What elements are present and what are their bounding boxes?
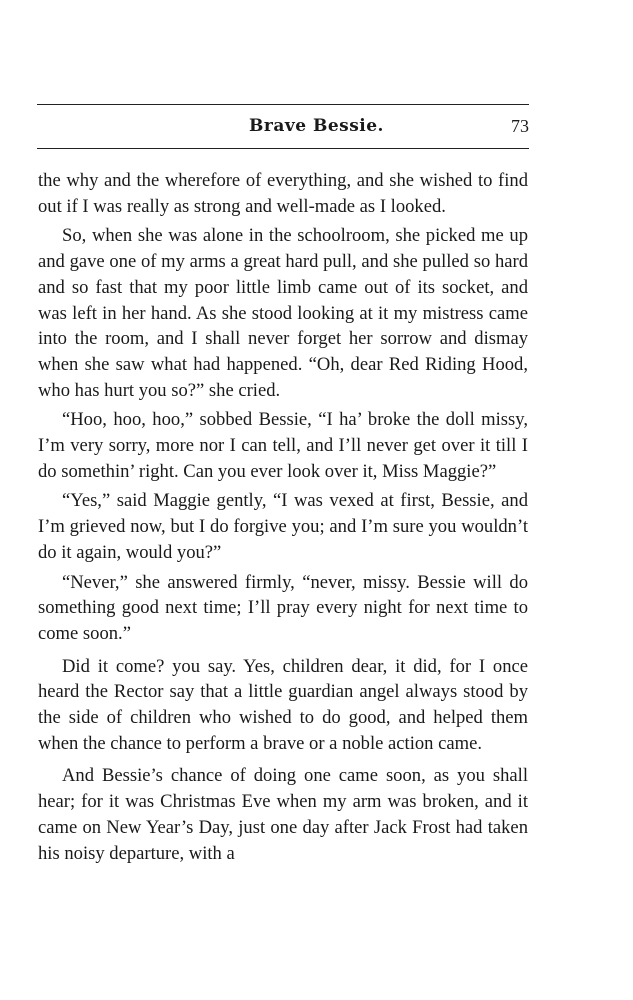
- running-title: Brave Bessie.: [249, 116, 384, 136]
- paragraph: Did it come? you say. Yes, children dear, it did, for I once heard the Rector say that a little guardian angel always stood by the side of children who wished to do good, and helped them when the chance to perform a brave or a noble action came.: [38, 655, 528, 754]
- header-top-rule: [37, 104, 529, 105]
- paragraph: “Yes,” said Maggie gently, “I was vexed at first, Bessie, and I’m grieved now, but I do forgive you; and I’m sure you wouldn’t do it again, would you?”: [38, 490, 528, 563]
- paragraph: And Bessie’s chance of doing one came soon, as you shall hear; for it was Christmas Eve when my arm was broken, and it came on New Year’s Day, just one day after Jack Frost had taken his noisy departure, with a: [38, 765, 528, 864]
- page-number: 73: [511, 116, 529, 136]
- paragraph: “Hoo, hoo, hoo,” sobbed Bessie, “I ha’ broke the doll missy, I’m very sorry, more nor I can tell, and I’ll never get over it till I do somethin’ right. Can you ever look over it, Miss Maggie?”: [38, 409, 528, 482]
- paragraph: So, when she was alone in the schoolroom, she picked me up and gave one of my arms a great hard pull, and she pulled so hard and so fast that my poor little limb came out of its socket, and was left in her hand. As she stood looking at it my mistress came into the room, and I shall never forget her sorrow and dismay when she saw what had happened. “Oh, dear Red Riding Hood, who has hurt you so?” she cried.: [38, 225, 528, 401]
- body-text: [38, 168, 528, 866]
- paragraph-continued: the why and the wherefore of everything, and she wished to find out if I was really as strong and well-made as I looked.: [38, 170, 528, 217]
- header-bottom-rule: [37, 148, 529, 149]
- paragraph: “Never,” she answered firmly, “never, missy. Bessie will do something good next time; I’ll pray every night for next time to come soon.”: [38, 571, 528, 644]
